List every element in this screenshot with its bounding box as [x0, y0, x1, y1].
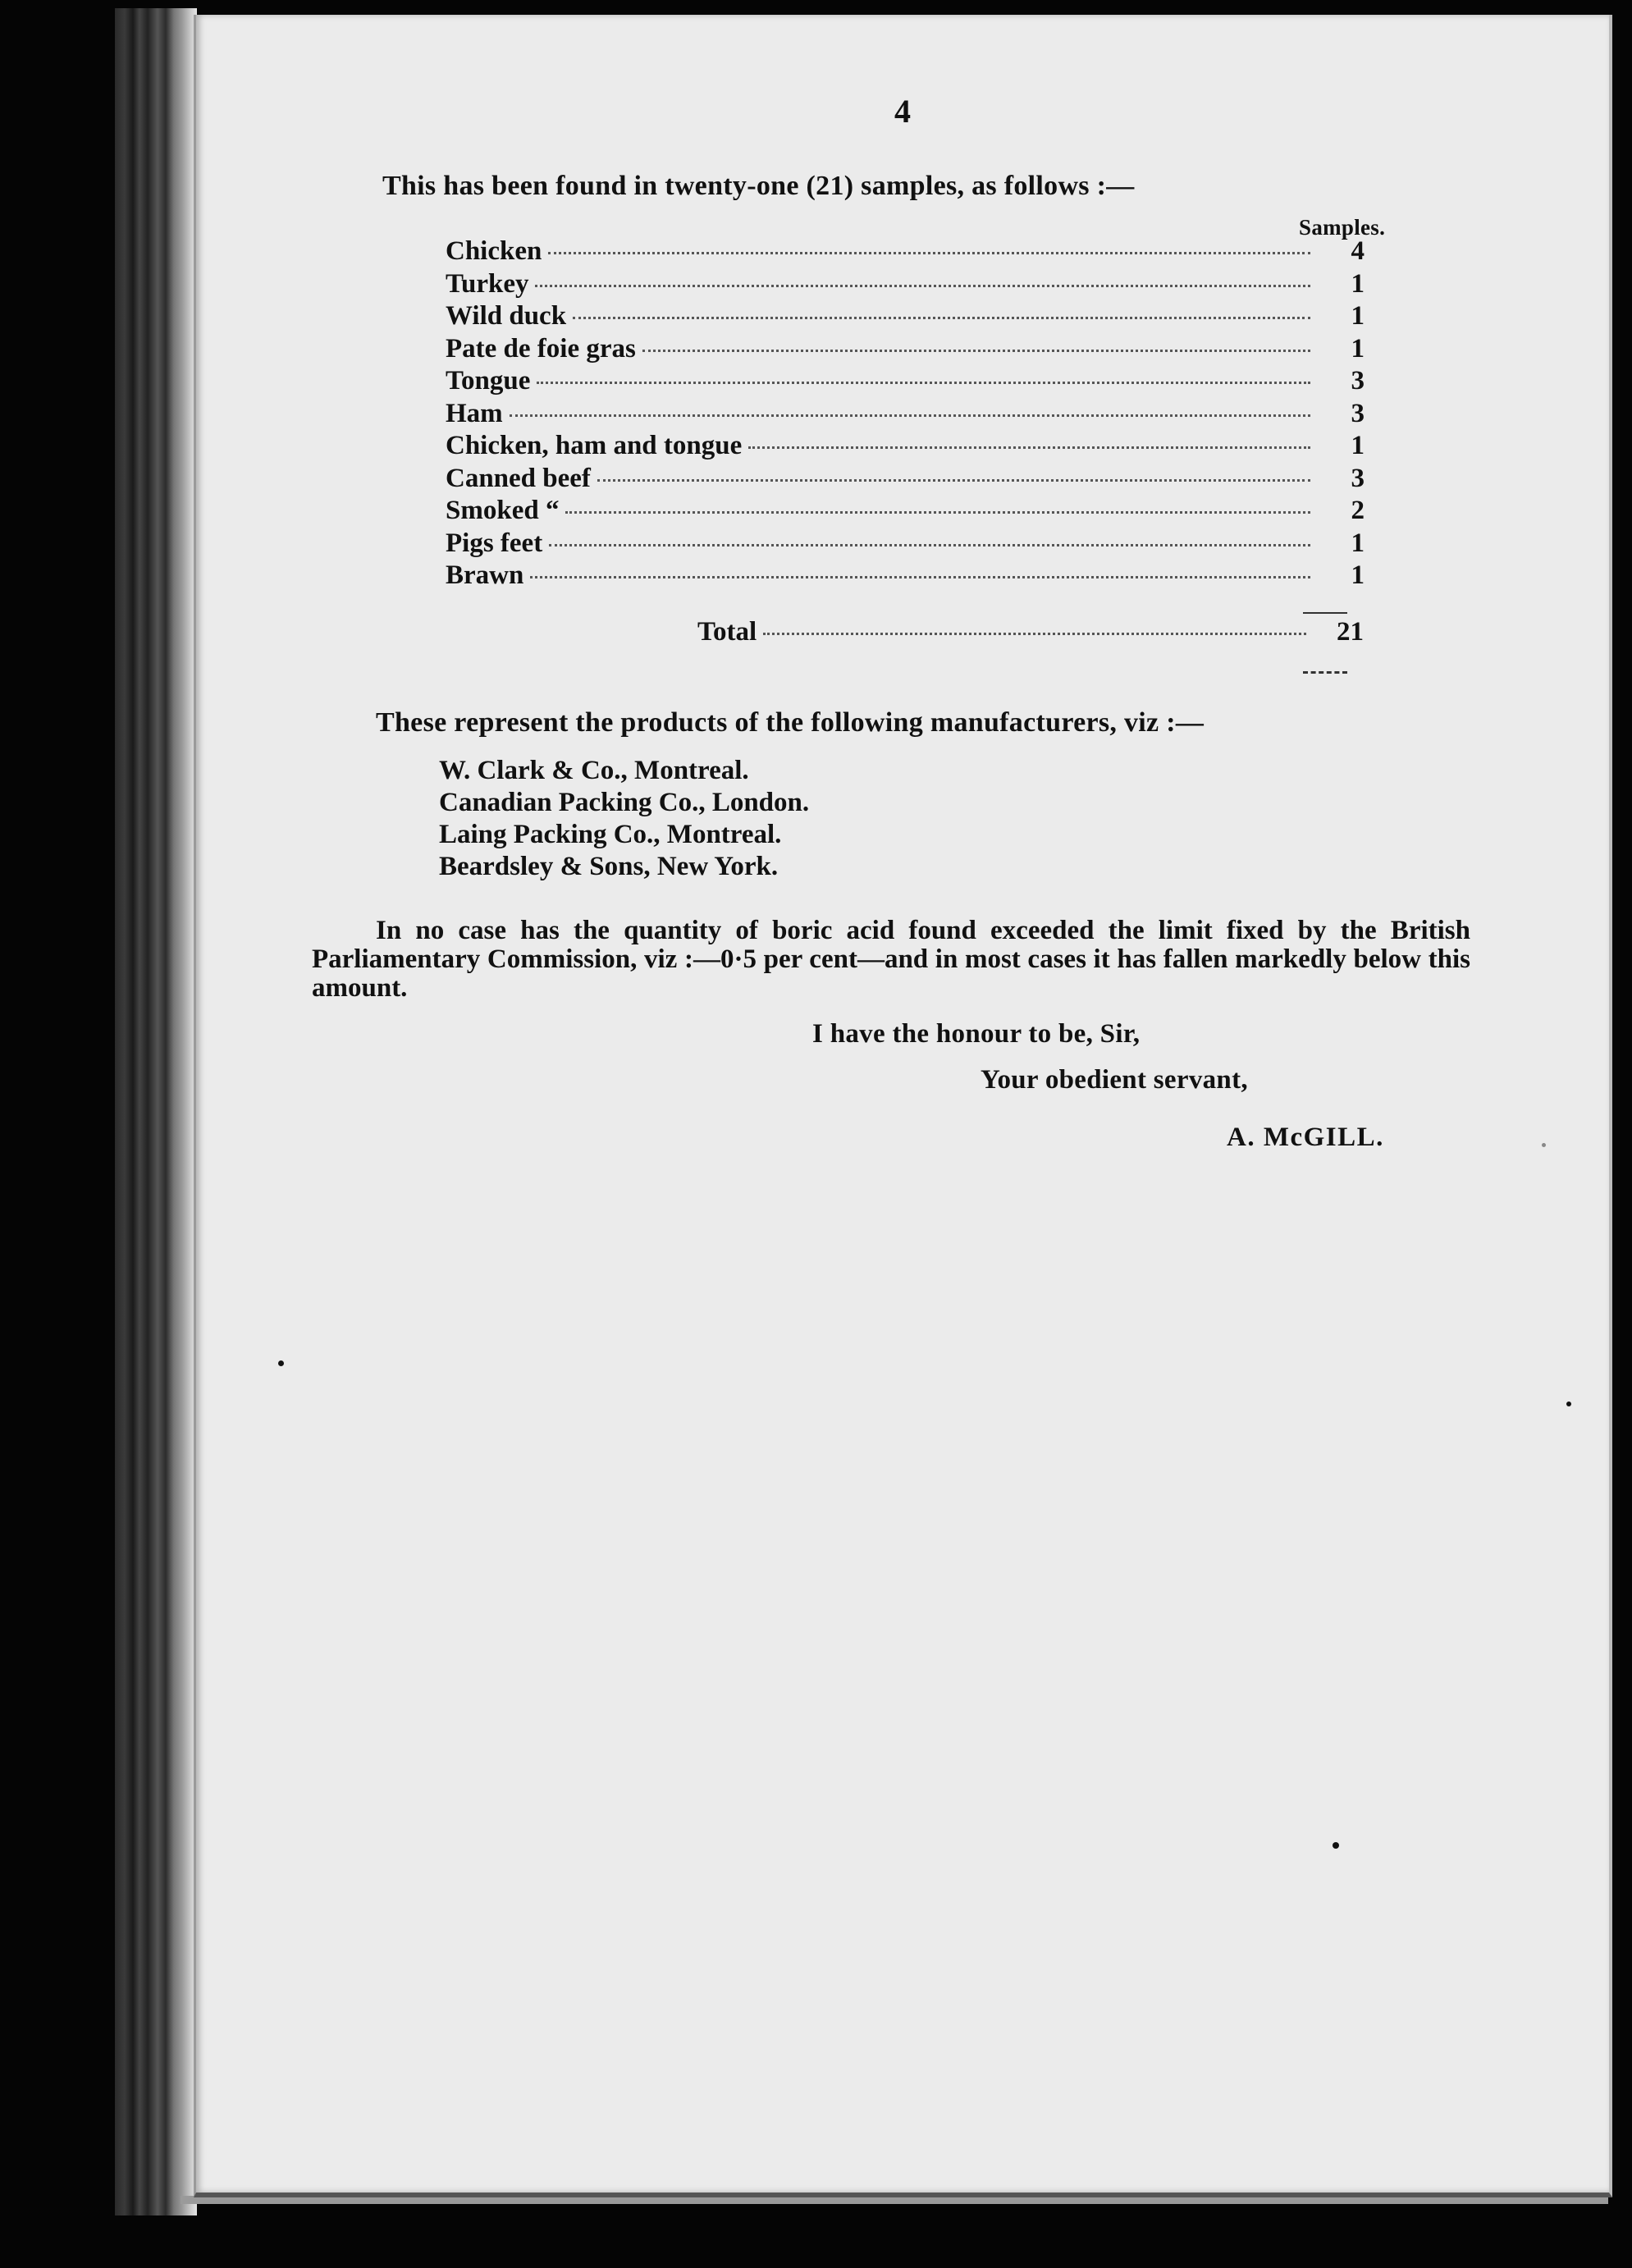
sample-count: 3 [1351, 398, 1365, 428]
sample-item: Tongue [446, 366, 531, 396]
scan-speck [1566, 1401, 1571, 1406]
signature: A. McGILL. [1227, 1123, 1384, 1152]
book-binding-edge [115, 8, 197, 2215]
sample-item: Smoked “ [446, 496, 560, 525]
sample-count: 1 [1351, 528, 1365, 558]
samples-table [446, 236, 1365, 593]
sample-item: Brawn [446, 560, 524, 590]
sample-count: 3 [1351, 463, 1365, 493]
sample-count: 1 [1351, 560, 1365, 590]
total-rule [1303, 612, 1347, 614]
scan-speck [1333, 1842, 1339, 1849]
scan-speck [278, 1360, 284, 1366]
sample-count: 4 [1351, 236, 1365, 266]
manufacturers-list [439, 755, 809, 883]
table-row [446, 560, 1365, 593]
manufacturers-intro: These represent the products of the following manufacturers, viz :— [376, 707, 1205, 738]
total-underline [1303, 671, 1347, 674]
sample-count: 1 [1351, 301, 1365, 331]
sample-item: Pate de foie gras [446, 333, 636, 364]
total-count: 21 [1337, 617, 1364, 647]
total-label: Total [697, 617, 757, 647]
table-row [446, 301, 1365, 334]
sample-count: 1 [1351, 333, 1365, 364]
table-row [446, 366, 1365, 399]
findings-paragraph [312, 917, 1470, 1003]
dot-leader [597, 479, 1310, 482]
findings-text: In no case has the quantity of boric acid found exceeded the limit fixed by the British Parliamentary Commission, viz :—0·5 per cent—and in most cases it has fallen markedly below this amount. [312, 916, 1470, 1003]
manufacturer-item: Laing Packing Co., Montreal. [439, 820, 782, 849]
dot-leader [748, 446, 1310, 449]
table-row [446, 496, 1365, 528]
dot-leader [535, 285, 1310, 287]
closing-line: I have the honour to be, Sir, [812, 1019, 1141, 1049]
dot-leader [642, 350, 1310, 352]
table-row [446, 269, 1365, 302]
table-row [446, 236, 1365, 269]
page-number: 4 [894, 93, 912, 130]
dot-leader [530, 576, 1310, 578]
dot-leader [537, 382, 1310, 384]
samples-intro: This has been found in twenty-one (21) samples, as follows :— [382, 171, 1135, 201]
table-row [446, 399, 1365, 432]
scan-speck [1542, 1143, 1546, 1147]
sample-item: Chicken [446, 236, 542, 266]
table-row [446, 528, 1365, 561]
servant-line: Your obedient servant, [981, 1065, 1248, 1095]
sample-item: Canned beef [446, 463, 591, 493]
table-row [446, 431, 1365, 464]
manufacturer-item: Canadian Packing Co., London. [439, 788, 810, 817]
sample-item: Ham [446, 398, 503, 428]
dot-leader [763, 633, 1306, 635]
table-row [446, 334, 1365, 367]
sample-item: Turkey [446, 268, 529, 299]
total-row [697, 617, 1364, 650]
sample-count: 1 [1351, 431, 1365, 460]
dot-leader [573, 317, 1310, 319]
samples-column-header: Samples. [1299, 215, 1386, 240]
sample-item: Wild duck [446, 301, 567, 331]
sample-count: 1 [1351, 268, 1365, 299]
manufacturer-item: Beardsley & Sons, New York. [439, 852, 779, 881]
table-row [446, 464, 1365, 496]
sample-count: 3 [1351, 366, 1365, 396]
manufacturer-item: W. Clark & Co., Montreal. [439, 756, 749, 785]
dot-leader [565, 511, 1310, 514]
dot-leader [510, 414, 1310, 417]
dot-leader [548, 252, 1310, 254]
dot-leader [549, 544, 1310, 546]
sample-item: Pigs feet [446, 528, 543, 558]
sample-item: Chicken, ham and tongue [446, 431, 743, 460]
sample-count: 2 [1351, 496, 1365, 525]
